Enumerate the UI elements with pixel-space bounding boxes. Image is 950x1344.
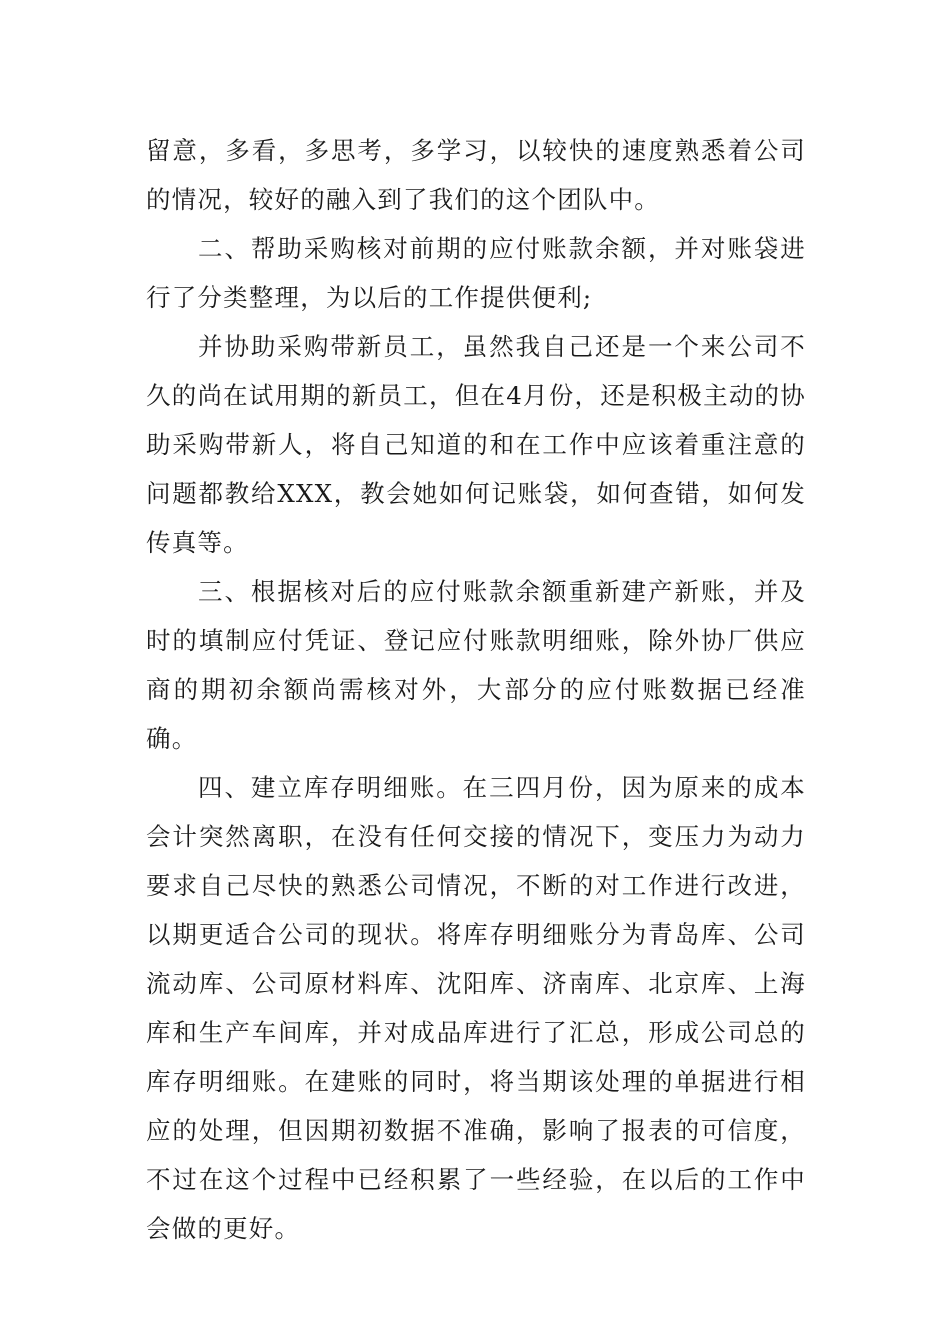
- paragraph-1: 留意，多看，多思考，多学习，以较快的速度熟悉着公司的情况，较好的融入到了我们的这个团队中。: [146, 136, 806, 214]
- paragraph-4: 三、根据核对后的应付账款余额重新建产新账，并及时的填制应付凭证、登记应付账款明细账，除外协厂供应商的期初余额尚需核对外，大部分的应付账数据已经准确。: [146, 577, 806, 753]
- paragraph-5: 四、建立库存明细账。在三四月份，因为原来的成本会计突然离职，在没有任何交接的情况下，变压力为动力要求自己尽快的熟悉公司情况，不断的对工作进行改进，以期更适合公司的现状。将库存明细账分为青岛库、公司流动库、公司原材料库、沈阳库、济南库、北京库、上海库和生产车间库，并对成品库进行了汇总，形成公司总的库存明细账。在建账的同时，将当期该处理的单据进行相应的处理，但因期初数据不准确，影响了报表的可信度，不过在这个过程中已经积累了一些经验，在以后的工作中会做的更好。: [146, 773, 806, 1243]
- paragraph-3: 并协助采购带新员工，虽然我自己还是一个来公司不久的尚在试用期的新员工，但在4月份，还是积极主动的协助采购带新人，将自己知道的和在工作中应该着重注意的问题都教给XXX，教会她如何记账袋，如何查错，如何发传真等。: [146, 332, 806, 557]
- document-page: [146, 126, 806, 1253]
- paragraph-2: 二、帮助采购核对前期的应付账款余额，并对账袋进行了分类整理，为以后的工作提供便利;: [146, 234, 806, 312]
